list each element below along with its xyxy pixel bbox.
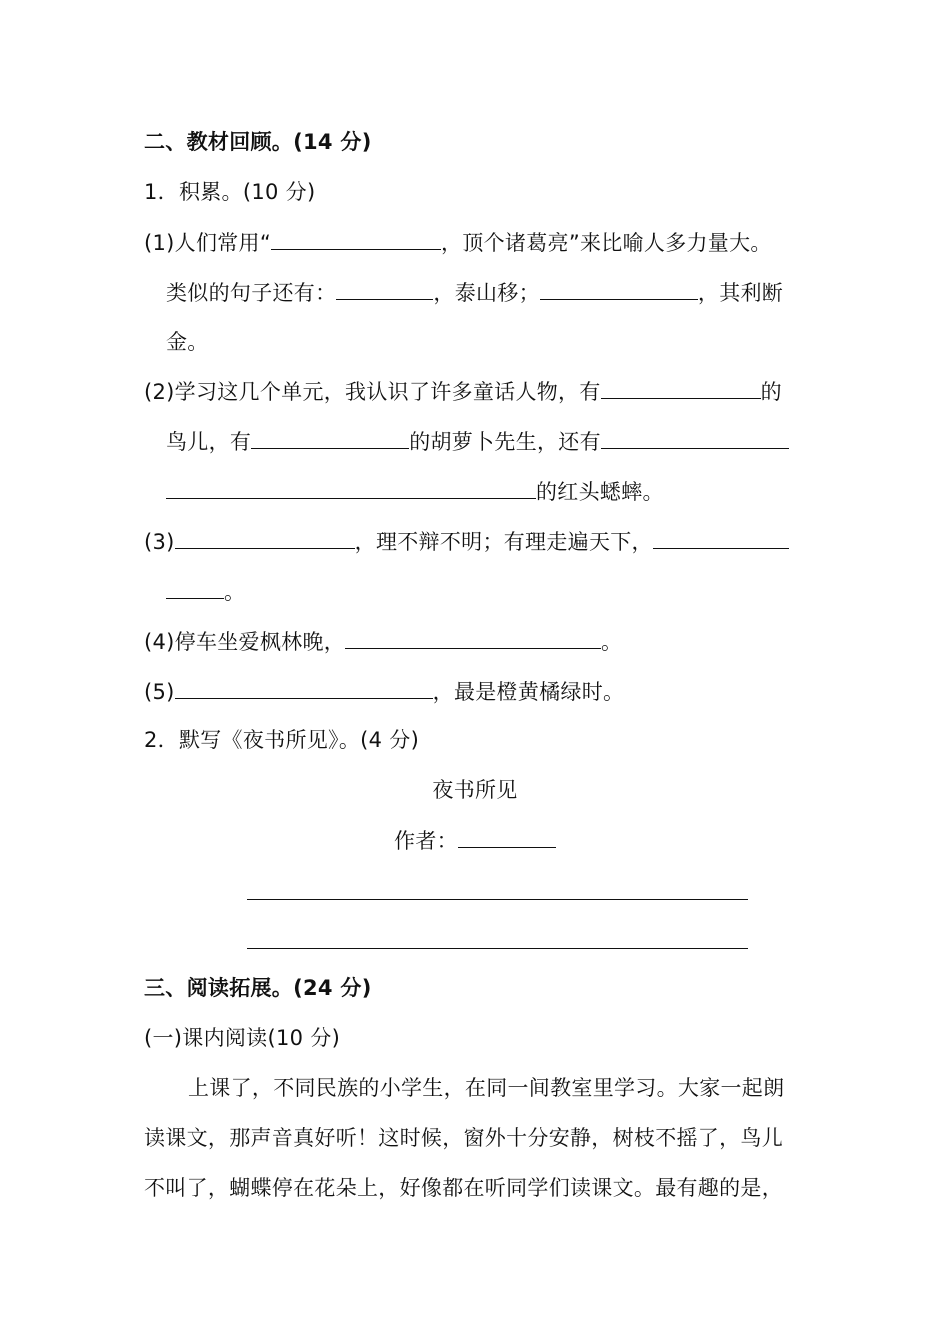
item-1-text: ，泰山移；	[433, 281, 540, 305]
answer-blank[interactable]	[336, 277, 433, 300]
item-4-end: 。	[601, 630, 623, 654]
item-3-prefix: (3)	[144, 530, 175, 554]
poem-line-2-blank[interactable]	[247, 948, 748, 949]
item-5-line	[144, 676, 624, 707]
answer-blank[interactable]	[166, 476, 536, 499]
item-2-text: 的红头蟋蟀。	[536, 480, 664, 504]
answer-blank[interactable]	[345, 626, 601, 649]
item-1-prefix: (1)人们常用“	[144, 231, 272, 255]
item-2-line-3	[166, 476, 664, 507]
item-1-line-1	[144, 227, 772, 258]
item-3-text: ，理不辩不明；有理走遍天下，	[354, 530, 653, 554]
item-5-prefix: (5)	[144, 680, 175, 704]
item-1-mid: ，顶个诸葛亮”来比喻人多力量大。	[441, 231, 772, 255]
item-2-line-2	[166, 426, 789, 457]
reading-1-title: (一)课内阅读(10 分)	[144, 1026, 341, 1050]
poem-title: 夜书所见	[432, 778, 518, 802]
item-4-line	[144, 626, 622, 657]
section-2-title: 二、教材回顾。(14 分)	[144, 130, 372, 154]
answer-blank[interactable]	[540, 277, 698, 300]
answer-blank[interactable]	[601, 426, 789, 449]
answer-blank[interactable]	[601, 376, 761, 399]
answer-blank[interactable]	[653, 526, 789, 549]
poem-line-1-blank[interactable]	[247, 899, 748, 900]
question-1-title: 1．积累。(10 分)	[144, 180, 316, 204]
item-3-end: 。	[224, 580, 246, 604]
item-1-text: 类似的句子还有：	[166, 281, 337, 305]
item-3-line-2	[166, 576, 245, 607]
poem-author-line	[0, 825, 950, 856]
answer-blank[interactable]	[271, 227, 441, 250]
item-1-line-2	[166, 277, 783, 308]
item-1-line-3: 金。	[166, 330, 209, 354]
item-2-text: 鸟儿，有	[166, 430, 252, 454]
author-label: 作者：	[394, 829, 458, 853]
answer-blank[interactable]	[251, 426, 409, 449]
item-2-line-1	[144, 376, 782, 407]
item-3-line-1	[144, 526, 789, 557]
author-blank[interactable]	[458, 825, 556, 848]
answer-blank[interactable]	[175, 526, 355, 549]
question-2-title: 2．默写《夜书所见》。(4 分)	[144, 728, 420, 752]
item-2-text: (2)学习这几个单元，我认识了许多童话人物，有	[144, 380, 601, 404]
item-2-text: 的	[760, 380, 782, 404]
item-5-end: ，最是橙黄橘绿时。	[432, 680, 625, 704]
passage-line: 上课了，不同民族的小学生，在同一间教室里学习。大家一起朗	[188, 1076, 785, 1100]
section-3-title: 三、阅读拓展。(24 分)	[144, 976, 372, 1000]
passage-line: 不叫了，蝴蝶停在花朵上，好像都在听同学们读课文。最有趣的是，	[144, 1176, 783, 1200]
passage-line: 读课文，那声音真好听！这时候，窗外十分安静，树枝不摇了，鸟儿	[144, 1126, 783, 1150]
answer-blank[interactable]	[166, 576, 224, 599]
item-1-text: ，其利断	[697, 281, 784, 305]
item-4-prefix: (4)停车坐爱枫林晚，	[144, 630, 346, 654]
answer-blank[interactable]	[175, 676, 433, 699]
item-2-text: 的胡萝卜先生，还有	[409, 430, 601, 454]
